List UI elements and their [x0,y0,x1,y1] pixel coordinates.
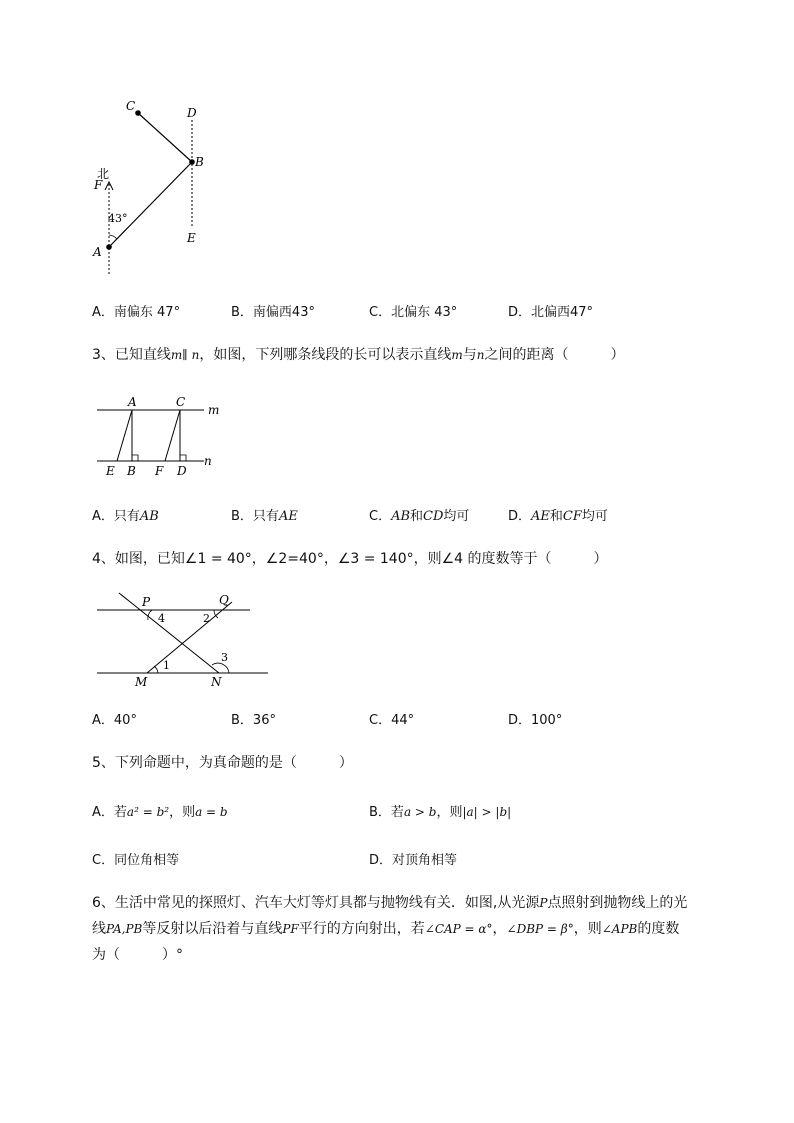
option-key: D． [508,713,532,728]
label-d: D [177,464,187,478]
option-math: AB [139,509,159,524]
label-a: A [128,395,137,409]
figure-crossing-lines [92,590,272,690]
option-math: AE [531,509,550,524]
q3-condition: m∥ n [170,348,200,362]
q5-stem [92,753,353,773]
q4-option-a[interactable] [92,712,137,730]
option-key: A． [92,713,114,728]
q3-stem-pre: 3、已知直线 [92,347,171,363]
q5-stem-text: 5、下列命题中，为真命题的是（ ） [92,755,353,771]
figure-parallel-lines [92,393,232,478]
q3-stem-mid: ，如图，下列哪条线段的长可以表示直线 [199,347,452,363]
option-tail: 均可 [581,509,608,524]
q4-option-d[interactable] [508,712,562,730]
option-mid: ，则 [436,805,463,820]
label-angle: 43° [108,212,128,225]
option-key: B． [369,805,391,820]
point-b [189,159,195,165]
option-key: B． [231,509,253,524]
q3-option-d[interactable] [508,508,608,526]
label-c: C [176,395,186,409]
label-n: N [211,675,222,689]
label-m: M [135,675,148,689]
point-a [106,244,112,250]
q5-option-d[interactable] [369,852,457,870]
q6-angle-dbp: ∠DBP = β° [506,922,574,936]
q2-option-a[interactable] [92,304,180,322]
option-key: A． [92,805,114,820]
option-key: D． [369,853,393,868]
option-text: 北偏东 43° [391,305,458,320]
label-d: D [187,106,197,120]
label-n: n [204,454,212,468]
q6-angle-cap: ∠CAP = α° [424,922,493,936]
figure-direction-diagram [88,98,218,278]
q2-option-d[interactable] [508,304,593,322]
label-f: F [94,178,103,192]
q6-text: 为（ ）° [92,947,183,963]
label-c: C [126,99,136,113]
q6-text: ， [492,921,507,937]
right-angle-mark-b [132,455,138,461]
label-p: P [142,595,151,609]
option-text: 同位角相等 [114,853,180,868]
q3-option-a[interactable] [92,508,159,526]
q3-option-c[interactable] [369,508,469,526]
option-text: 36° [252,713,276,728]
q3-stem [92,345,625,365]
segment-ab [109,162,192,247]
option-math: a² = b² [126,805,170,819]
q3-line-n: n [476,348,485,362]
q3-option-b[interactable] [231,508,298,526]
q3-line-m: m [451,348,463,362]
q6-point-p: P [539,896,548,910]
option-math: AE [278,509,298,524]
q6-rays: PA,PB [106,922,143,936]
option-text: 40° [113,713,137,728]
option-text: 北偏西47° [531,305,594,320]
option-key: A． [92,305,114,320]
q4-option-b[interactable] [231,712,276,730]
q2-option-c[interactable] [369,304,457,322]
option-text: 44° [391,713,415,728]
option-key: C． [369,509,392,524]
option-math: AB [391,509,411,524]
label-b: B [195,155,204,169]
label-a: A [93,245,102,259]
option-text: 只有 [252,509,279,524]
option-text: 南偏东 47° [113,305,181,320]
option-key: D． [508,509,532,524]
option-pre: 若 [113,805,127,820]
q6-text: 的度数 [637,921,680,937]
option-key: C． [369,713,392,728]
label-angle-3: 3 [221,651,228,664]
segment-ae [117,410,132,461]
q3-stem-post: 之间的距离（ ） [484,347,625,363]
q6-line-3 [92,945,183,965]
angle-arc [109,235,117,239]
q4-stem [92,549,608,569]
segment-cb [138,113,192,162]
label-e: E [187,231,196,245]
q6-text: ，则 [573,921,602,937]
label-f: F [155,464,164,478]
q2-option-b[interactable] [231,304,315,322]
option-mid: 和 [410,509,424,524]
option-mid: 和 [549,509,563,524]
q6-text: 线 [92,921,106,937]
label-angle-4: 4 [158,612,165,625]
option-key: D． [508,305,532,320]
option-tail: 均可 [443,509,470,524]
q6-line-pf: PF [282,922,299,936]
q6-text: 点照射到抛物线上的光 [547,895,688,911]
label-m: m [208,403,220,417]
label-angle-1: 1 [163,659,170,672]
option-key: B． [231,713,253,728]
option-text: 只有 [113,509,140,524]
q6-line-1 [92,893,687,913]
option-pre: 若 [390,805,404,820]
label-angle-2: 2 [203,612,210,625]
option-math: a > b [403,805,437,819]
option-text: 南偏西43° [252,305,315,320]
q3-stem-yu: 与 [462,347,477,363]
q4-option-c[interactable] [369,712,414,730]
angle-arc-3 [212,663,229,673]
q6-line-2 [92,919,679,939]
q6-text: 平行的方向射出，若 [298,921,425,937]
q6-text: 6、生活中常见的探照灯、汽车大灯等灯具都与抛物线有关．如图,从光源 [92,895,540,911]
option-key: A． [92,509,114,524]
option-math2: a = b [195,805,228,819]
option-key: C． [92,853,115,868]
option-text: 对顶角相等 [392,853,458,868]
q5-option-b[interactable] [369,803,511,822]
option-math2: |a| > |b| [462,805,512,819]
option-text: 100° [531,713,563,728]
label-b: B [127,464,136,478]
option-mid: ，则 [169,805,196,820]
option-math2: CD [423,509,444,524]
label-e: E [106,464,115,478]
option-key: C． [369,305,392,320]
segment-cf [165,410,180,461]
q5-option-a[interactable] [92,803,228,822]
right-angle-mark-d [180,455,186,461]
label-q: Q [219,593,229,607]
q6-text: 等反射以后沿着与直线 [142,921,283,937]
q6-angle-apb: ∠APB [601,922,638,936]
q5-option-c[interactable] [92,852,179,870]
point-c [135,110,141,116]
option-key: B． [231,305,253,320]
label-north: 北 [97,167,110,181]
q4-stem-text: 4、如图，已知∠1 = 40°，∠2=40°，∠3 = 140°，则∠4 的度数等于（ ） [92,551,608,567]
option-math2: CF [562,509,582,524]
